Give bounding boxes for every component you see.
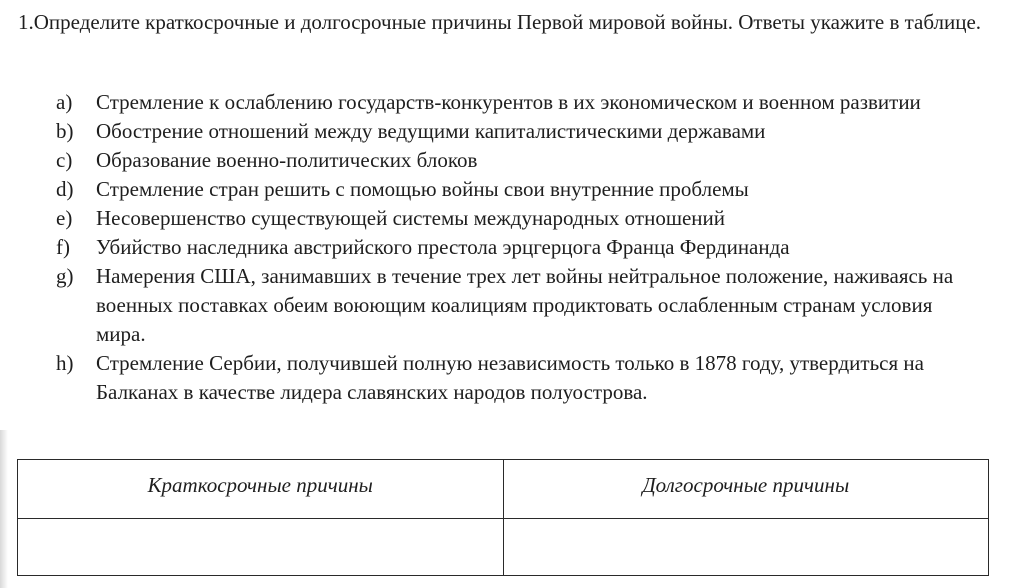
item-text: Обострение отношений между ведущими капиталистическими державами (96, 119, 766, 143)
item-letter: g) (56, 264, 74, 288)
item-text: Стремление к ослаблению государств-конкурентов в их экономическом и военном развитии (96, 90, 921, 114)
item-text: Стремление Сербии, получившей полную независимость только в 1878 году, утвердиться на Балканах в качестве лидера славянских народов полуострова. (96, 351, 924, 404)
task-title: 1.Определите краткосрочные и долгосрочные причины Первой мировой войны. Ответы укажите в таблице. (18, 10, 982, 34)
item-text: Несовершенство существующей системы международных отношений (96, 206, 726, 230)
list-item (56, 175, 986, 204)
page-edge-shadow (0, 430, 8, 588)
item-text: Образование военно-политических блоков (96, 148, 478, 172)
item-letter: b) (56, 119, 74, 143)
item-text: Убийство наследника австрийского престола эрцгерцога Франца Фердинанда (96, 235, 790, 259)
options-list (56, 88, 986, 407)
long-term-causes-cell[interactable] (503, 519, 989, 576)
item-letter: c) (56, 148, 73, 172)
item-text: Стремление стран решить с помощью войны свои внутренние проблемы (96, 177, 749, 201)
table-row (18, 519, 989, 576)
list-item (56, 117, 986, 146)
list-item (56, 233, 986, 262)
list-item (56, 88, 986, 117)
answer-table (17, 459, 989, 576)
item-letter: d) (56, 177, 74, 201)
long-term-causes-header: Долгосрочные причины (503, 460, 989, 519)
list-item (56, 204, 986, 233)
list-item (56, 349, 986, 407)
item-letter: e) (56, 206, 73, 230)
list-item (56, 146, 986, 175)
list-item (56, 262, 986, 349)
short-term-causes-cell[interactable] (18, 519, 504, 576)
item-letter: h) (56, 351, 74, 375)
item-letter: f) (56, 235, 70, 259)
item-letter: a) (56, 90, 73, 114)
short-term-causes-header: Краткосрочные причины (18, 460, 504, 519)
table-header-row (18, 460, 989, 519)
item-text: Намерения США, занимавших в течение трех лет войны нейтральное положение, наживаясь на военных поставках обеим воюющим коалициям продиктовать ослабленным странам условия мира. (96, 264, 954, 346)
